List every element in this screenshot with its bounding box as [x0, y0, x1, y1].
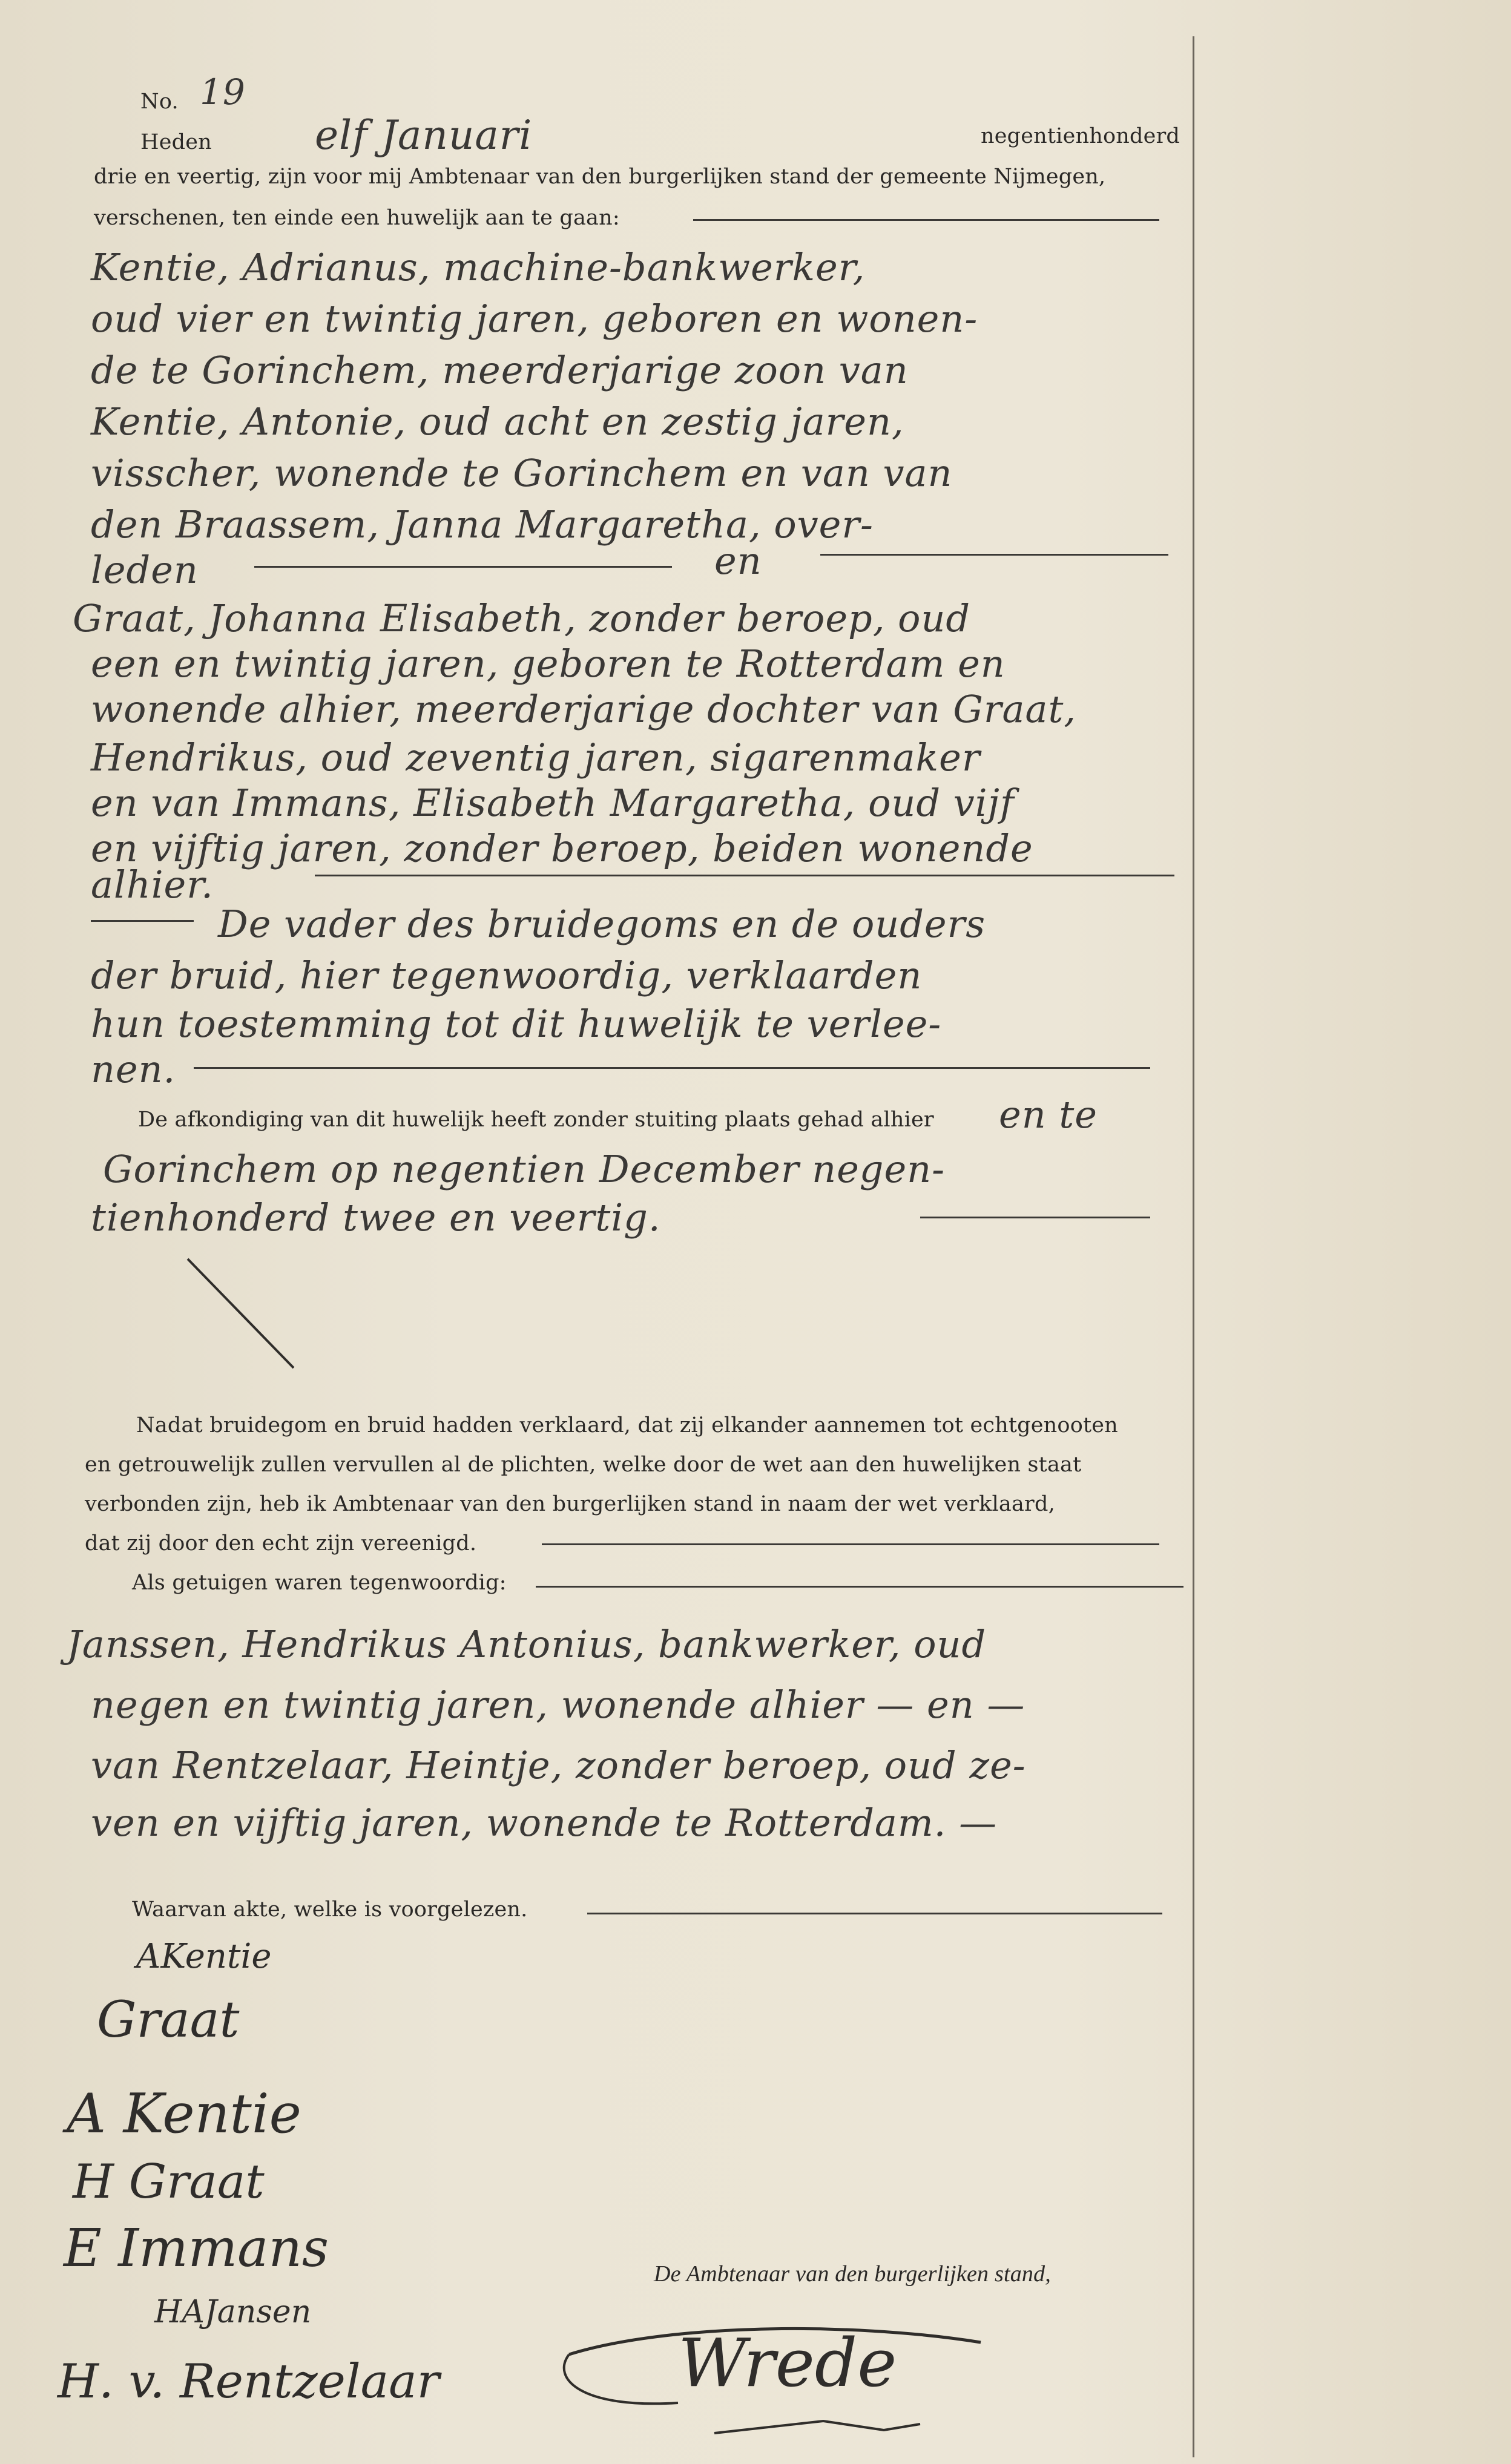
fill-rule — [536, 1586, 1183, 1588]
fill-rule — [315, 875, 1174, 876]
groom-line-1: Kentie, Adrianus, machine-bankwerker, — [91, 245, 866, 289]
groom-line-3: de te Gorinchem, meerderjarige zoon van — [91, 348, 909, 392]
consent-line-3: hun toestemming tot dit huwelijk te verlee- — [91, 1002, 942, 1046]
signature-father-bride: H Graat — [73, 2155, 265, 2209]
witness-line-4: ven en vijftig jaren, wonende te Rotterdam. — — [91, 1801, 998, 1845]
bride-line-1: Graat, Johanna Elisabeth, zonder beroep, oud — [73, 596, 971, 640]
signature-groom-short: AKentie — [136, 1937, 272, 1976]
witness-line-3: van Rentzelaar, Heintje, zonder beroep, oud ze- — [91, 1743, 1026, 1787]
declaration-line-3: verbonden zijn, heb ik Ambtenaar van den burgerlijken stand in naam der wet verklaard, — [85, 1492, 1055, 1516]
declaration-line-1: Nadat bruidegom en bruid hadden verklaard, dat zij elkander aannemen tot echtgenooten — [136, 1413, 1118, 1437]
fill-rule — [542, 1543, 1159, 1545]
signature-witness-2: H. v. Rentzelaar — [58, 2354, 439, 2409]
declaration-line-2: en getrouwelijk zullen vervullen al de plichten, welke door de wet aan den huwelijken staat — [85, 1453, 1082, 1477]
groom-line-2: oud vier en twintig jaren, geboren en wonen- — [91, 297, 978, 341]
intro-line: drie en veertig, zijn voor mij Ambtenaar van den burgerlijken stand der gemeente Nijmegen, — [94, 165, 1106, 189]
cancel-stroke — [176, 1247, 309, 1380]
declaration-line-4: dat zij door den echt zijn vereenigd. — [85, 1531, 477, 1556]
signature-mother-bride: E Immans — [64, 2218, 329, 2279]
bride-line-3: wonende alhier, meerderjarige dochter van Graat, — [91, 687, 1077, 731]
groom-line-7: leden — [91, 548, 199, 592]
fill-rule — [194, 1067, 1150, 1069]
witness-line-1: Janssen, Hendrikus Antonius, bankwerker, oud — [67, 1622, 987, 1666]
bride-line-5: en van Immans, Elisabeth Margaretha, oud vijf — [91, 781, 1015, 825]
verschenen-line: verschenen, ten einde een huwelijk aan te gaan: — [94, 206, 620, 230]
signature-groom: A Kentie — [67, 2082, 301, 2146]
bride-line-4: Hendrikus, oud zeventig jaren, sigarenmaker — [91, 735, 981, 780]
fill-rule — [91, 920, 194, 922]
heden-label: Heden — [140, 130, 212, 154]
fill-rule — [693, 219, 1159, 221]
consent-line-1: De vader des bruidegoms en de ouders — [218, 902, 986, 946]
afkondiging-hand-3: tienhonderd twee en veertig. — [91, 1195, 661, 1240]
en-word: en — [714, 539, 762, 583]
fill-rule — [587, 1913, 1162, 1914]
witnesses-label: Als getuigen waren tegenwoordig: — [132, 1571, 507, 1595]
afkondiging-hand-1: en te — [999, 1092, 1098, 1137]
bride-line-7: alhier. — [91, 862, 214, 907]
date-handwritten: elf Januari — [315, 112, 533, 159]
witness-line-2: negen en twintig jaren, wonende alhier — en — — [91, 1683, 1025, 1727]
bride-line-6: en vijftig jaren, zonder beroep, beiden wonende — [91, 826, 1033, 870]
fill-rule — [920, 1217, 1150, 1218]
negentienhonderd-label: negentienhonderd — [981, 124, 1180, 148]
bride-line-2: een en twintig jaren, geboren te Rotterdam en — [91, 642, 1006, 686]
waarvan-text: Waarvan akte, welke is voorgelezen. — [132, 1897, 528, 1922]
signature-witness-1: HAJansen — [154, 2294, 312, 2330]
groom-line-5: visscher, wonende te Gorinchem en van van — [91, 451, 953, 495]
groom-line-6: den Braassem, Janna Margaretha, over- — [91, 502, 874, 547]
signature-bride: Graat — [97, 1991, 240, 2049]
ambtenaar-signature: Wrede — [678, 2324, 897, 2402]
ambtenaar-label: De Ambtenaar van den burgerlijken stand, — [654, 2261, 1052, 2287]
groom-line-4: Kentie, Antonie, oud acht en zestig jaren, — [91, 399, 904, 444]
margin-rule — [1193, 36, 1194, 2457]
fill-rule — [254, 566, 672, 568]
afkondiging-text: De afkondiging van dit huwelijk heeft zonder stuiting plaats gehad alhier — [138, 1108, 934, 1132]
no-label: No. — [140, 90, 179, 114]
consent-line-2: der bruid, hier tegenwoordig, verklaarden — [91, 953, 923, 997]
consent-line-4: nen. — [91, 1047, 176, 1091]
act-number: 19 — [200, 71, 246, 113]
fill-rule — [820, 554, 1168, 556]
afkondiging-hand-2: Gorinchem op negentien December negen- — [103, 1147, 946, 1191]
